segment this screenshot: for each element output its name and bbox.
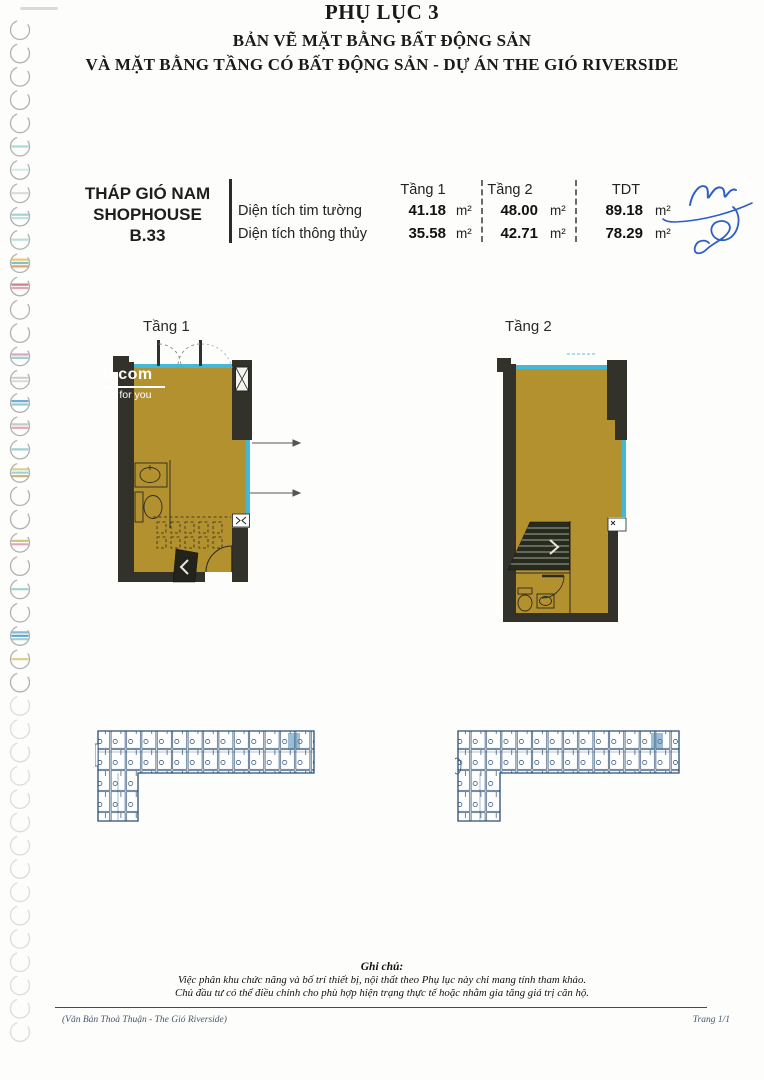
binding-ring xyxy=(11,417,30,436)
binding-ring xyxy=(11,1022,30,1041)
binding-ring xyxy=(11,883,30,902)
page-title: PHỤ LỤC 3 xyxy=(324,0,440,24)
page-subtitle-1: BẢN VẼ MẶT BẰNG BẤT ĐỘNG SẢN xyxy=(232,31,532,50)
watermark-logo: d.com xyxy=(103,366,153,383)
watermark-rule xyxy=(103,386,165,388)
floor1-keyplan xyxy=(95,728,317,824)
binding-ring xyxy=(11,580,30,599)
wall xyxy=(232,528,248,582)
binding-ring xyxy=(11,556,30,575)
value-gross-total: 89.18 xyxy=(605,202,643,219)
binding-ring xyxy=(11,114,30,133)
note-line-2: Chủ đầu tư có thể điều chỉnh cho phù hợp hiện trạng thực tế hoặc nhằm gia tăng giá trị căn hộ. xyxy=(175,987,589,999)
binding-ring xyxy=(11,160,30,179)
row-label-net: Diện tích thông thủy xyxy=(238,226,367,242)
value-gross-floor1: 41.18 xyxy=(408,202,446,219)
binding-ring xyxy=(11,184,30,203)
binding-ring xyxy=(11,999,30,1018)
wall xyxy=(497,358,511,372)
note-heading: Ghi chú: xyxy=(360,961,404,973)
binding-ring xyxy=(11,393,30,412)
room-area xyxy=(607,420,615,440)
binding-ring xyxy=(11,254,30,273)
wall xyxy=(503,364,516,622)
value-gross-floor2: 48.00 xyxy=(500,202,538,219)
binding-ring xyxy=(11,440,30,459)
footer-rule xyxy=(55,1007,707,1008)
binding-ring xyxy=(11,463,30,482)
dimension-arrow xyxy=(250,440,300,496)
wall xyxy=(503,613,618,622)
binding-ring xyxy=(11,207,30,226)
binding-ring xyxy=(11,533,30,552)
binding-ring xyxy=(11,137,30,156)
column-header-total: TDT xyxy=(611,182,641,198)
unit-label: m² xyxy=(550,226,566,241)
binding-ring xyxy=(11,323,30,342)
binding-ring xyxy=(11,626,30,645)
watermark-tagline: ice for you xyxy=(103,389,152,401)
tower-name: THÁP GIÓ NAM xyxy=(84,184,211,203)
binding-ring xyxy=(11,487,30,506)
row-label-gross: Diện tích tim tường xyxy=(238,203,362,219)
column-header-floor1: Tầng 1 xyxy=(400,182,446,198)
unit-type: SHOPHOUSE xyxy=(93,205,202,224)
floor1-plan-label: Tầng 1 xyxy=(143,318,190,335)
unit-code: B.33 xyxy=(129,226,166,245)
binding-ring xyxy=(11,347,30,366)
binding-ring xyxy=(11,743,30,762)
binding-ring xyxy=(11,696,30,715)
column-separator xyxy=(575,180,577,242)
value-net-total: 78.29 xyxy=(605,225,643,242)
binding-ring xyxy=(11,906,30,925)
value-net-floor2: 42.71 xyxy=(500,225,538,242)
binding-ring xyxy=(11,300,30,319)
notes-block xyxy=(0,961,764,999)
binding-ring xyxy=(11,230,30,249)
title-block xyxy=(0,0,764,75)
room-area xyxy=(516,369,622,613)
page-subtitle-2: VÀ MẶT BẰNG TẦNG CÓ BẤT ĐỘNG SẢN - DỰ ÁN THE GIÓ RIVERSIDE xyxy=(85,55,679,74)
unit-label: m² xyxy=(456,203,472,218)
vent-box-icon xyxy=(608,518,626,531)
spiral-binding xyxy=(0,0,42,1080)
binding-ring xyxy=(11,673,30,692)
unit-label: m² xyxy=(655,226,671,241)
binding-ring xyxy=(11,90,30,109)
note-line-1: Việc phân khu chức năng và bố trí thiết bị, nội thất theo Phụ lục này chỉ mang tính tham khảo. xyxy=(177,974,587,986)
binding-ring xyxy=(11,859,30,878)
binding-ring xyxy=(11,650,30,669)
highlighted-unit xyxy=(288,733,300,750)
window-glass xyxy=(516,365,607,369)
binding-ring xyxy=(11,766,30,785)
floor2-plan xyxy=(492,348,642,628)
floor2-plan-label: Tầng 2 xyxy=(505,318,552,335)
binding-ring xyxy=(11,603,30,622)
window-glass xyxy=(622,440,626,517)
binding-ring xyxy=(11,813,30,832)
binding-ring xyxy=(11,370,30,389)
binding-ring xyxy=(11,789,30,808)
binding-ring xyxy=(11,277,30,296)
table-divider xyxy=(229,179,232,243)
binding-ring xyxy=(11,720,30,739)
value-net-floor1: 35.58 xyxy=(408,225,446,242)
shaft-x-icon xyxy=(236,367,249,391)
floor2-keyplan xyxy=(455,728,683,824)
vent-box-icon xyxy=(233,514,250,527)
stairs-arrow xyxy=(173,549,198,582)
unit-name-block xyxy=(70,183,225,246)
unit-label: m² xyxy=(550,203,566,218)
column-header-floor2: Tầng 2 xyxy=(487,182,533,198)
binding-ring xyxy=(11,929,30,948)
footer-document-name: (Văn Bản Thoả Thuận - The Gió Riverside) xyxy=(62,1015,227,1025)
unit-label: m² xyxy=(655,203,671,218)
signature-scribble xyxy=(655,163,760,258)
binding-ring xyxy=(11,836,30,855)
unit-label: m² xyxy=(456,226,472,241)
footer-page-number: Trang 1/1 xyxy=(692,1015,730,1025)
wall xyxy=(608,531,618,622)
highlighted-unit xyxy=(651,733,663,750)
binding-ring xyxy=(11,510,30,529)
